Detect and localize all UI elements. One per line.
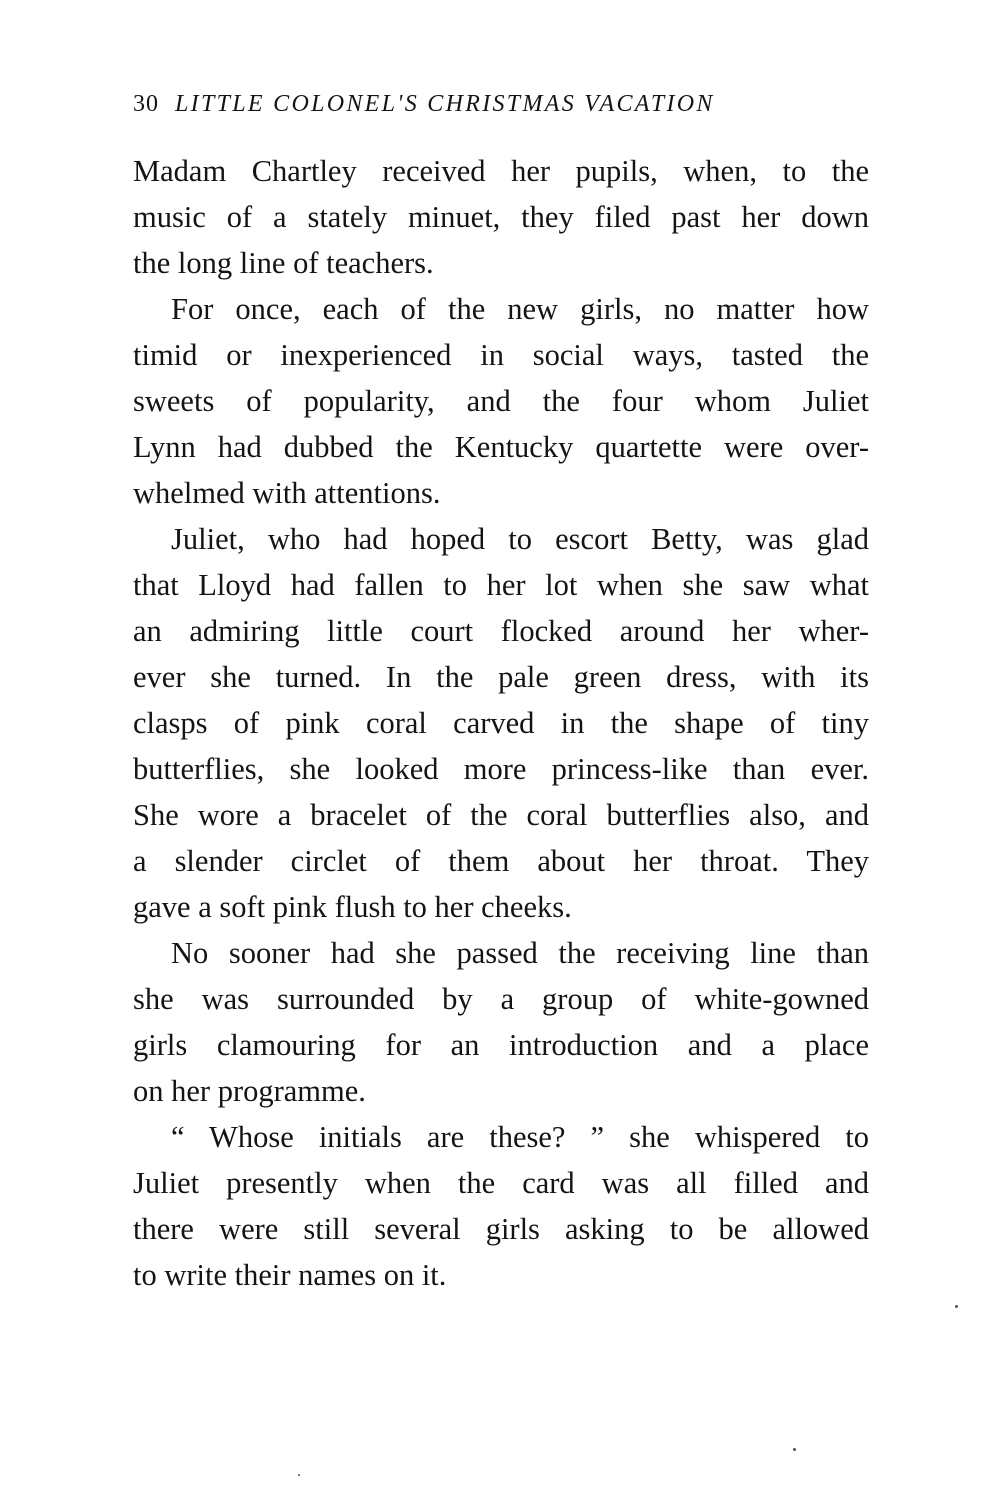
paragraph xyxy=(133,1114,869,1298)
text-line: Lynn had dubbed the Kentucky quartette were over- xyxy=(133,430,869,464)
text-line: the long line of teachers. xyxy=(133,246,434,280)
text-line: For once, each of the new girls, no matter how xyxy=(171,292,869,326)
text-line: butterflies, she looked more princess-like than ever. xyxy=(133,752,869,786)
text-line: Madam Chartley received her pupils, when, to the xyxy=(133,154,869,188)
text-line: No sooner had she passed the receiving line than xyxy=(171,936,869,970)
text-line: Juliet, who had hoped to escort Betty, was glad xyxy=(171,522,869,556)
text-line: sweets of popularity, and the four whom Juliet xyxy=(133,384,869,418)
text-line: a slender circlet of them about her throat. They xyxy=(133,844,869,878)
text-line: “ Whose initials are these? ” she whispered to xyxy=(171,1120,869,1154)
paragraph xyxy=(133,286,869,516)
text-line: to write their names on it. xyxy=(133,1258,447,1292)
scan-speck xyxy=(793,1448,796,1451)
text-line: clasps of pink coral carved in the shape of tiny xyxy=(133,706,869,740)
text-line: an admiring little court flocked around her wher- xyxy=(133,614,869,648)
text-line: on her programme. xyxy=(133,1074,366,1108)
text-line: She wore a bracelet of the coral butterflies also, and xyxy=(133,798,869,832)
text-line: Juliet presently when the card was all filled and xyxy=(133,1166,869,1200)
text-line: music of a stately minuet, they filed past her down xyxy=(133,200,869,234)
scan-speck xyxy=(955,1305,958,1308)
running-title: LITTLE COLONEL'S CHRISTMAS VACATION xyxy=(175,91,715,117)
running-head xyxy=(133,84,873,124)
text-line: that Lloyd had fallen to her lot when she saw what xyxy=(133,568,869,602)
scan-speck xyxy=(298,1474,300,1476)
text-line: there were still several girls asking to be allowed xyxy=(133,1212,869,1246)
paragraph xyxy=(133,148,869,286)
text-line: gave a soft pink flush to her cheeks. xyxy=(133,890,572,924)
text-line: she was surrounded by a group of white-gowned xyxy=(133,982,869,1016)
paragraph xyxy=(133,930,869,1114)
body-text xyxy=(133,148,869,1298)
page-number: 30 xyxy=(133,91,159,117)
text-line: timid or inexperienced in social ways, tasted the xyxy=(133,338,869,372)
text-line: whelmed with attentions. xyxy=(133,476,441,510)
text-line: girls clamouring for an introduction and a place xyxy=(133,1028,869,1062)
paragraph xyxy=(133,516,869,930)
text-line: ever she turned. In the pale green dress, with its xyxy=(133,660,869,694)
